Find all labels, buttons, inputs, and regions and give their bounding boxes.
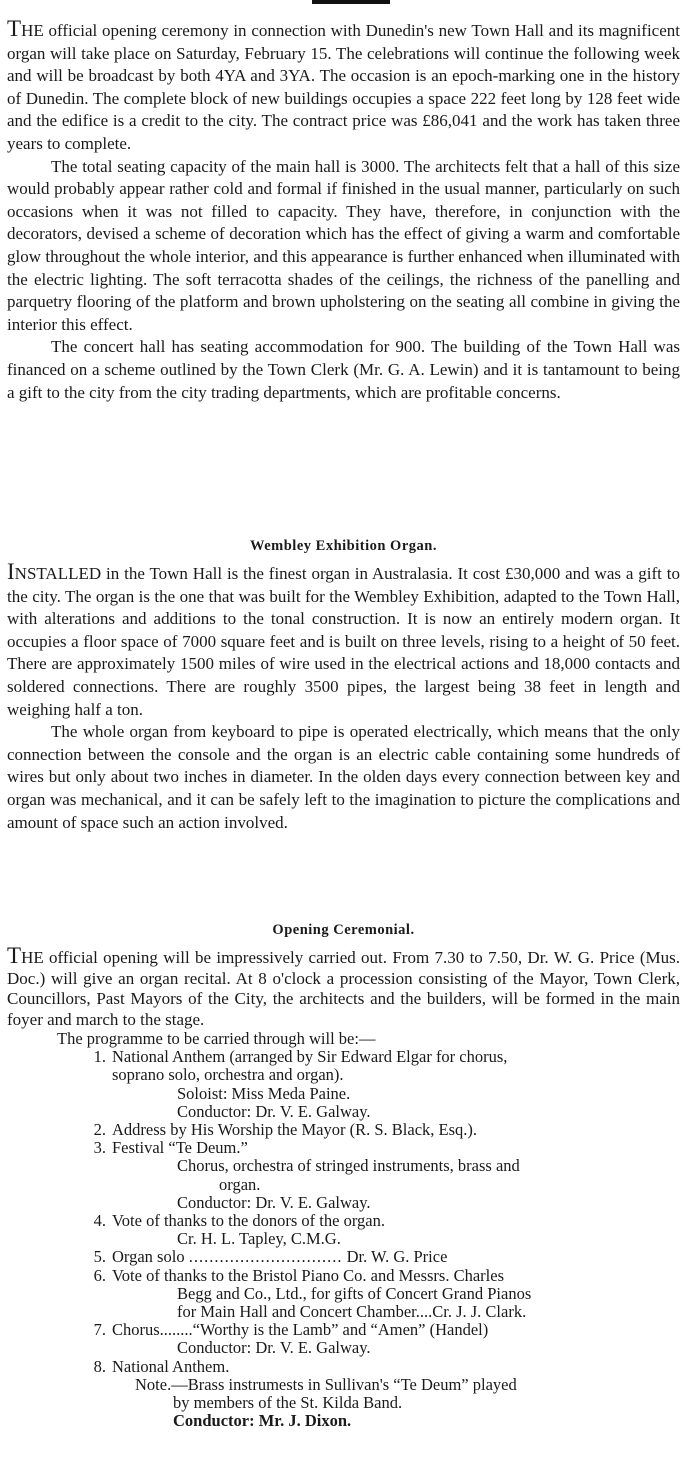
item-number: 5. [93, 1247, 106, 1267]
item-conductor: Conductor: Mr. J. Dixon. [173, 1411, 352, 1431]
item-number: 2. [93, 1120, 106, 1140]
item-speaker: Cr. H. L. Tapley, C.M.G. [177, 1229, 341, 1249]
item-continuation: for Main Hall and Concert Chamber....Cr. J. J. Clark. [177, 1302, 527, 1322]
item-text: Address by His Worship the Mayor (R. S. Black, Esq.). [112, 1120, 478, 1140]
item-number: 1. [93, 1047, 106, 1067]
item-conductor: Conductor: Dr. V. E. Galway. [177, 1101, 371, 1121]
programme-list [7, 1030, 680, 1430]
programme-intro: The programme to be carried through will be:— [57, 1029, 376, 1048]
ceremonial-paragraph-1 [7, 943, 680, 1030]
paragraph-text: NSTALLED in the Town Hall is the finest organ in Australasia. It cost £30,000 and was a gift to the city. The organ is the one that was built for the Wembley Exhibition, adapted to the Town Hall, with alterations and additions to the tonal construction. It is now an entirely modern organ. It occupies a floor space of 7000 square feet and is built on three levels, rising to a height of 50 feet. There are approximately 1500 miles of wire used in the electrical actions and 18,000 contacts and soldered connections. There are roughly 3500 pipes, the largest being 38 feet in length and weighing half a ton. [7, 564, 680, 719]
item-number: 3. [93, 1138, 106, 1158]
dropcap: I [7, 559, 15, 584]
item-text: Festival “Te Deum.” [112, 1138, 248, 1158]
item-note: Note.—Brass instrumests in Sullivan's “Te Deum” played [135, 1374, 517, 1394]
item-text: Chorus........“Worthy is the Lamb” and “Amen” (Handel) [112, 1320, 489, 1340]
item-number: 8. [93, 1356, 106, 1376]
item-performer: Dr. W. G. Price [346, 1247, 448, 1267]
item-soloist: Soloist: Miss Meda Paine. [177, 1083, 351, 1103]
programme-item-2 [7, 1121, 680, 1139]
wembley-paragraph-1 [7, 559, 680, 721]
item-continuation: organ. [219, 1174, 261, 1194]
paragraph-text: HE official opening will be impressively carried out. From 7.30 to 7.50, Dr. W. G. Price (Mus. Doc.) will give an organ recital. At 8 o'clock a procession consisting of the Mayor, Town Clerk, Councillors, Past Mayors of the City, the architects and the builders, will be formed in the main foyer and march to the stage. [7, 948, 680, 1029]
programme-item-1 [7, 1048, 680, 1066]
intro-paragraph-3: The concert hall has seating accommodation for 900. The building of the Town Hall was financed on a scheme outlined by the Town Clerk (Mr. G. A. Lewin) and it is tantamount to being a gift to the city from the city trading departments, which are profitable concerns. [7, 337, 680, 402]
item-continuation: Chorus, orchestra of stringed instruments, brass and [177, 1156, 520, 1176]
item-conductor: Conductor: Dr. V. E. Galway. [177, 1338, 371, 1358]
paragraph-text: HE official opening ceremony in connection with Dunedin's new Town Hall and its magnificent organ will take place on Saturday, February 15. The celebrations will continue the following week and will be broadcast by both 4YA and 3YA. The occasion is an epoch-marking one in the history of Dunedin. The complete block of new buildings occupies a space 222 feet long by 128 feet wide and the edifice is a credit to the city. The contract price was £86,041 and the work has taken three years to complete. [7, 21, 680, 153]
item-text: Vote of thanks to the Bristol Piano Co. and Messrs. Charles [112, 1265, 505, 1285]
dropcap: T [7, 16, 22, 41]
wembley-paragraph-2: The whole organ from keyboard to pipe is operated electrically, which means that the only connection between the console and the organ is an electric cable containing some hundreds of wires but only about two inches in diameter. In the olden days every connection between key and organ was mechanical, and it can be safely left to the imagination to picture the complications and amount of space such an action involved. [7, 722, 680, 832]
section-heading-wembley: Wembley Exhibition Organ. [250, 538, 437, 554]
intro-paragraph-1 [7, 16, 680, 156]
intro-paragraph-2: The total seating capacity of the main hall is 3000. The architects felt that a hall of this size would probably appear rather cold and formal if finished in the usual manner, particularly on such occasions when it was not filled to capacity. They have, therefore, in conjunction with the decorators, devised a scheme of decoration which has the effect of giving a warm and comfortable glow throughout the whole interior, and this appearance is further enhanced when illuminated with the electric lighting. The soft terracotta shades of the ceilings, the richness of the panelling and parquetry flooring of the platform and brown upholstering on the seating all combine in giving the interior this effect. [7, 156, 680, 334]
wembley-section [7, 538, 680, 902]
item-number: 6. [93, 1265, 106, 1285]
item-text: National Anthem. [112, 1356, 230, 1376]
programme-item-7 [7, 1321, 680, 1339]
item-number: 4. [93, 1211, 106, 1231]
ceremonial-section [7, 922, 680, 1430]
item-note-continuation: by members of the St. Kilda Band. [173, 1393, 403, 1413]
article [7, 16, 680, 1431]
item-text: Vote of thanks to the donors of the organ. [112, 1211, 385, 1231]
item-text: National Anthem (arranged by Sir Edward Elgar for chorus, [112, 1047, 508, 1067]
programme-item-3 [7, 1139, 680, 1157]
item-number: 7. [93, 1320, 106, 1340]
dropcap: T [7, 943, 22, 968]
item-conductor: Conductor: Dr. V. E. Galway. [177, 1192, 371, 1212]
programme-item-8 [7, 1358, 680, 1376]
section-heading-ceremonial: Opening Ceremonial. [272, 922, 415, 938]
leader-dots: .............................. [188, 1247, 343, 1267]
item-continuation: soprano solo, orchestra and organ). [112, 1065, 344, 1085]
item-text: Organ solo [112, 1247, 185, 1267]
top-rule [312, 0, 390, 4]
programme-item-5 [7, 1248, 680, 1266]
item-continuation: Begg and Co., Ltd., for gifts of Concert Grand Pianos [177, 1283, 532, 1303]
intro-section [7, 16, 680, 514]
programme-item-4 [7, 1212, 680, 1230]
programme-item-6 [7, 1267, 680, 1285]
